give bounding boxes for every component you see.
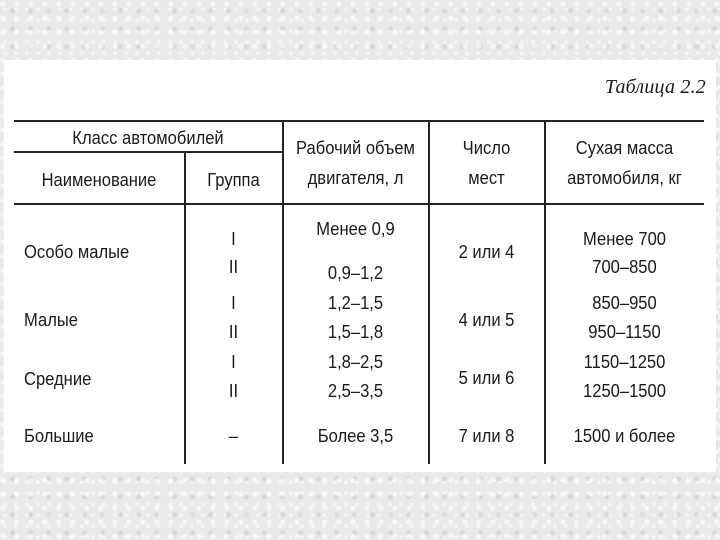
header-bottom-border (14, 203, 704, 205)
row-volume: Менее 0,9 (316, 219, 395, 239)
table-top-border (14, 120, 704, 122)
row-mass: 850–950 (592, 293, 657, 313)
row-name: Особо малые (24, 242, 130, 262)
column-divider-2 (282, 122, 284, 464)
row-mass: 1150–1250 (583, 352, 666, 372)
header-seats-line1: Число (462, 138, 511, 158)
row-seats: 2 или 4 (458, 242, 515, 262)
row-volume: 0,9–1,2 (327, 263, 384, 283)
row-mass: 700–850 (592, 257, 657, 277)
header-mass-line2: автомобиля, кг (567, 168, 682, 188)
column-divider-3 (428, 122, 430, 464)
row-seats: 4 или 5 (458, 310, 515, 330)
row-group: II (228, 257, 239, 277)
row-group: I (231, 293, 236, 313)
document-page (4, 60, 716, 472)
header-volume-line2: двигателя, л (307, 168, 404, 188)
row-volume: 1,8–2,5 (327, 352, 384, 372)
class-header-divider (14, 151, 282, 153)
column-divider-1 (184, 151, 186, 464)
header-seats-line2: мест (468, 168, 505, 188)
row-volume: 2,5–3,5 (327, 381, 384, 401)
row-seats: 5 или 6 (458, 368, 515, 388)
row-name: Большие (24, 426, 94, 446)
row-group: II (228, 322, 239, 342)
row-mass: 1250–1500 (583, 381, 666, 401)
row-mass: 1500 и более (573, 426, 676, 446)
table-caption: Таблица 2.2 (604, 76, 706, 98)
header-name: Наименование (41, 170, 157, 190)
row-mass: 950–1150 (588, 322, 661, 342)
row-name: Средние (24, 369, 92, 389)
row-name: Малые (24, 310, 78, 330)
column-divider-4 (544, 122, 546, 464)
header-volume-line1: Рабочий объем (296, 138, 415, 158)
header-mass-line1: Сухая масса (575, 138, 674, 158)
row-seats: 7 или 8 (458, 426, 515, 446)
row-group: II (228, 381, 239, 401)
row-group: – (228, 426, 239, 446)
row-volume: 1,5–1,8 (327, 322, 384, 342)
header-group: Группа (207, 170, 260, 190)
row-group: I (231, 352, 236, 372)
row-volume: 1,2–1,5 (327, 293, 384, 313)
row-group: I (231, 229, 236, 249)
row-volume: Более 3,5 (317, 426, 394, 446)
row-mass: Менее 700 (582, 229, 666, 249)
header-class: Класс автомобилей (72, 128, 224, 148)
